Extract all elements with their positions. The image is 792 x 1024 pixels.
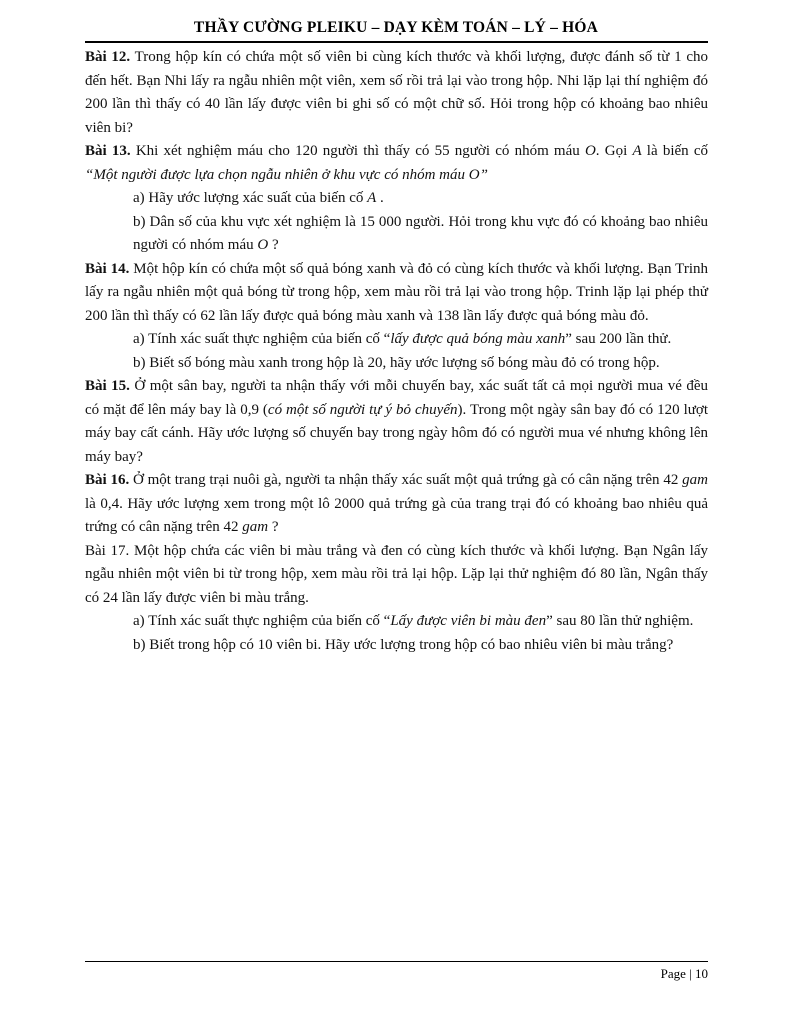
text-segment: gam (242, 519, 269, 535)
text-segment: ” sau 200 lần thử. (565, 331, 672, 347)
text-segment: Một hộp kín có chứa một số quả bóng xanh và đỏ có cùng kích thước và khối lượng. Bạn Trinh lấy ra ngẫu nhiên một quả bóng từ trong hộp, xem màu rồi trả lại vào trong hộp. Trinh lặp lại phép thử 200 lần thì thấy có 62 lần lấy được quả bóng màu xanh và 138 lần lấy được quả bóng màu đỏ. (85, 260, 708, 324)
text-segment: Ở một sân bay, người ta nhận thấy với mỗi chuyến bay, xác suất tất cả mọi người mua vé đều có mặt để lên máy bay là 0,9 ( (85, 378, 708, 418)
problem-paragraph (85, 46, 708, 140)
problem-paragraph (85, 258, 708, 329)
page-footer (85, 961, 708, 982)
text-segment: a) Tính xác suất thực nghiệm của biến cố “ (133, 331, 391, 347)
sub-item (85, 634, 708, 658)
text-segment: lấy được quả bóng màu xanh (390, 331, 566, 347)
text-segment: b) Biết trong hộp có 10 viên bi. Hãy ước lượng trong hộp có bao nhiêu viên bi màu trắng? (133, 636, 674, 653)
text-segment: a) Hãy ước lượng xác suất của biến cố (133, 190, 368, 206)
text-segment: Bài 12. (85, 49, 131, 65)
text-segment: O (257, 237, 269, 253)
sub-item (85, 610, 708, 634)
page-number: Page | 10 (660, 966, 708, 981)
text-segment: Trong hộp kín có chứa một số viên bi cùng kích thước và khối lượng, được đánh số từ 1 cho đến hết. Bạn Nhi lấy ra ngẫu nhiên một viên, xem số rồi trả lại vào trong hộp. Nhi lặp lại thí nghiệm đó 200 lần thì thấy có 40 lần lấy được viên bi ghi số có một chữ số. Hỏi trong hộp có khoảng bao nhiêu viên bi? (85, 49, 708, 136)
text-segment: A (632, 143, 642, 159)
text-segment: Bài 15. (85, 378, 130, 394)
problem-paragraph (85, 375, 708, 469)
text-segment: Khi xét nghiệm máu cho 120 người thì thấy có 55 người có nhóm máu (130, 143, 585, 159)
text-segment: Bài 17. Một hộp chứa các viên bi màu trắng và đen có cùng kích thước và khối lượng. Bạn Ngân lấy ngẫu nhiên một viên bi từ trong hộp, xem màu rồi trả lại hộp. Lặp lại thử nghiệm đó 80 lần, Ngân thấy có 24 lần lấy được viên bi màu trắng. (85, 542, 708, 606)
sub-item (85, 328, 708, 352)
document-body (85, 46, 708, 657)
text-segment: b) Dân số của khu vực xét nghiệm là 15 000 người. Hỏi trong khu vực đó có khoảng bao nhiêu người có nhóm máu (133, 213, 708, 253)
header-rule (85, 41, 708, 43)
text-segment: b) Biết số bóng màu xanh trong hộp là 20, hãy ước lượng số bóng màu đỏ có trong hộp. (133, 354, 660, 371)
header-title: THẦY CƯỜNG PLEIKU – DẠY KÈM TOÁN – LÝ – HÓA (193, 19, 599, 36)
sub-item (85, 187, 708, 211)
text-segment: . (376, 190, 384, 206)
text-segment: O (584, 143, 596, 159)
text-segment: gam (682, 472, 708, 488)
text-segment: Lấy được viên bi màu đen (390, 613, 547, 629)
text-segment: “Một người được lựa chọn ngẫu nhiên ở khu vực có nhóm máu O” (85, 166, 488, 183)
page-header (0, 0, 792, 43)
text-segment: ” sau 80 lần thử nghiệm. (546, 613, 694, 629)
text-segment: a) Tính xác suất thực nghiệm của biến cố “ (133, 613, 391, 629)
text-segment: Bài 13. (85, 143, 131, 159)
text-segment: có một số người tự ý bỏ chuyến (267, 401, 458, 418)
text-segment: A (367, 190, 377, 206)
sub-item (85, 352, 708, 376)
text-segment: Bài 16. (85, 472, 130, 488)
text-segment: Bài 14. (85, 260, 130, 277)
problem-paragraph (85, 540, 708, 611)
text-segment: ). Trong một ngày sân bay đó có 120 lượt máy bay cất cánh. Hãy ước lượng số chuyến bay trong ngày hôm đó có người mua vé nhưng không lên máy bay? (85, 401, 708, 465)
text-segment: là biến cố (641, 143, 708, 159)
text-segment: là 0,4. Hãy ước lượng xem trong một lô 2000 quả trứng gà của trang trại đó có khoảng bao nhiêu quả trứng có cân nặng trên 42 (85, 495, 708, 535)
text-segment: ? (268, 237, 279, 253)
text-segment: Ở một trang trại nuôi gà, người ta nhận thấy xác suất một quả trứng gà có cân nặng trên 42 (129, 472, 683, 488)
problem-paragraph (85, 469, 708, 540)
problem-paragraph (85, 140, 708, 187)
sub-item (85, 211, 708, 258)
text-segment: . Gọi (595, 143, 633, 159)
text-segment: ? (268, 519, 279, 535)
